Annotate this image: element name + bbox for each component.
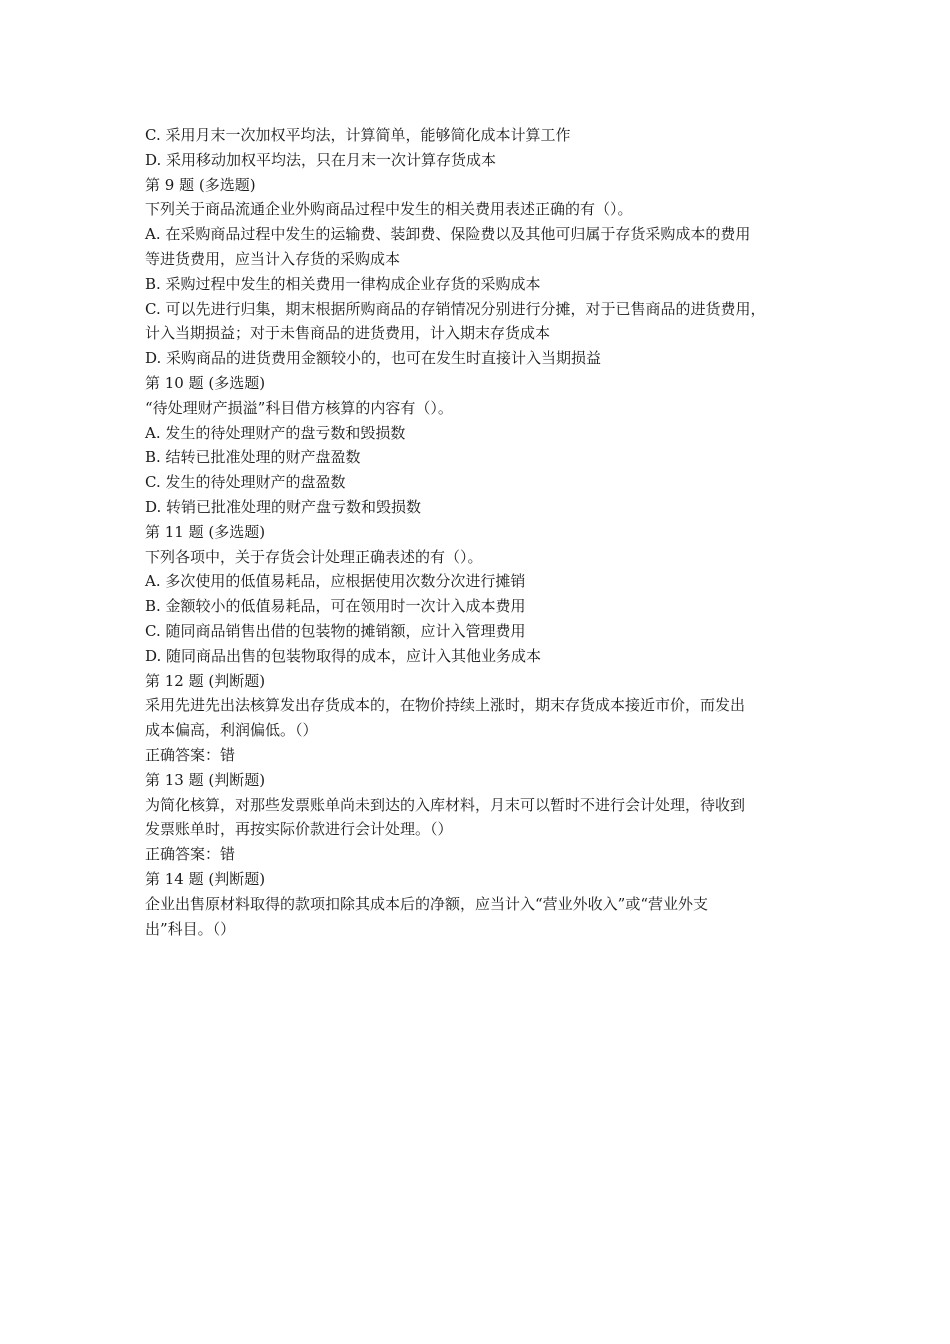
- question-11-stem: 下列各项中，关于存货会计处理正确表述的有（）。: [145, 547, 483, 566]
- question-9-option-d: D. 采购商品的进货费用金额较小的，也可在发生时直接计入当期损益: [145, 349, 602, 368]
- question-14-stem-cont: 出”科目。（）: [145, 919, 236, 938]
- question-12-header: 第 12 题 (判断题): [145, 671, 266, 690]
- question-10-option-b: B. 结转已批准处理的财产盘盈数: [145, 448, 361, 467]
- question-14-header: 第 14 题 (判断题): [145, 869, 266, 888]
- question-9-header: 第 9 题 (多选题): [145, 175, 256, 194]
- question-13-stem: 为简化核算，对那些发票账单尚未到达的入库材料，月末可以暂时不进行会计处理，待收到: [145, 795, 746, 814]
- question-13-header: 第 13 题 (判断题): [145, 770, 266, 789]
- question-9-option-c: C. 可以先进行归集，期末根据所购商品的存销情况分别进行分摊，对于已售商品的进货费用，: [145, 299, 766, 318]
- question-10-option-d: D. 转销已批准处理的财产盘亏数和毁损数: [145, 497, 422, 516]
- question-13-answer: 正确答案：错: [145, 845, 236, 864]
- question-13-stem-cont: 发票账单时，再按实际价款进行会计处理。（）: [145, 820, 453, 839]
- question-11-header: 第 11 题 (多选题): [145, 522, 266, 541]
- document-page: [145, 123, 825, 941]
- question-9-option-a: A. 在采购商品过程中发生的运输费、装卸费、保险费以及其他可归属于存货采购成本的费用: [145, 225, 751, 244]
- question-12-answer: 正确答案：错: [145, 745, 236, 764]
- question-9-option-a-cont: 等进货费用，应当计入存货的采购成本: [145, 249, 401, 268]
- question-11-option-c: C. 随同商品销售出借的包装物的摊销额，应计入管理费用: [145, 621, 526, 640]
- question-10-header: 第 10 题 (多选题): [145, 373, 266, 392]
- question-10-option-a: A. 发生的待处理财产的盘亏数和毁损数: [145, 423, 406, 442]
- question-14-stem: 企业出售原材料取得的款项扣除其成本后的净额，应当计入“营业外收入”或“营业外支: [145, 894, 709, 913]
- question-11-option-a: A. 多次使用的低值易耗品，应根据使用次数分次进行摊销: [145, 572, 526, 591]
- question-12-stem: 采用先进先出法核算发出存货成本的，在物价持续上涨时，期末存货成本接近市价，而发出: [145, 696, 746, 715]
- question-12-stem-cont: 成本偏高，利润偏低。（）: [145, 721, 318, 740]
- option-d-line: D. 采用移动加权平均法，只在月末一次计算存货成本: [145, 150, 497, 169]
- question-9-option-b: B. 采购过程中发生的相关费用一律构成企业存货的采购成本: [145, 274, 541, 293]
- option-c-line: C. 采用月末一次加权平均法，计算简单，能够简化成本计算工作: [145, 126, 571, 144]
- question-10-option-c: C. 发生的待处理财产的盘盈数: [145, 473, 346, 492]
- question-11-option-b: B. 金额较小的低值易耗品，可在领用时一次计入成本费用: [145, 597, 526, 616]
- question-9-stem: 下列关于商品流通企业外购商品过程中发生的相关费用表述正确的有（）。: [145, 200, 633, 219]
- question-10-stem: “待处理财产损溢”科目借方核算的内容有（）。: [145, 398, 453, 417]
- question-9-option-c-cont: 计入当期损益；对于未售商品的进货费用，计入期末存货成本: [145, 324, 551, 343]
- question-11-option-d: D. 随同商品出售的包装物取得的成本，应计入其他业务成本: [145, 646, 542, 665]
